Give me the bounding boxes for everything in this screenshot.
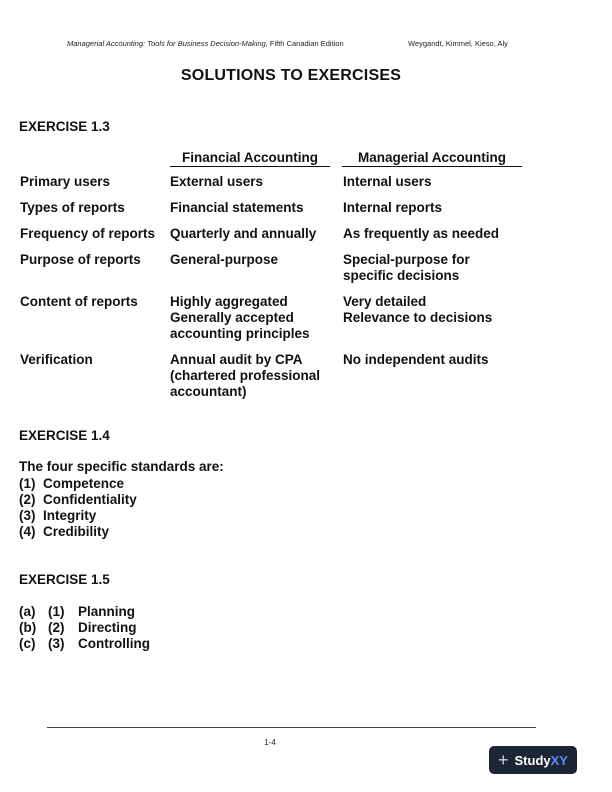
exercise-1-4-intro: The four specific standards are:	[19, 459, 224, 474]
exercise-1-4-heading: EXERCISE 1.4	[19, 428, 110, 443]
running-header-authors: Weygandt, Kimmel, Kieso, Aly	[408, 39, 508, 48]
list-letter: (b)	[19, 620, 37, 635]
list-text: Competence	[43, 476, 125, 491]
exercise-1-3-heading: EXERCISE 1.3	[19, 119, 110, 134]
list-text: Credibility	[43, 524, 110, 539]
list-item	[19, 492, 137, 508]
footer-divider	[47, 727, 536, 728]
list-item	[19, 604, 219, 620]
cell-line: specific decisions	[343, 268, 460, 283]
list-text: Integrity	[43, 508, 97, 523]
cell-line: Special-purpose for	[343, 252, 470, 267]
col-financial-accounting: Financial Accounting	[170, 150, 330, 167]
managerial-cell	[343, 294, 533, 326]
badge-text-study: Study	[514, 752, 551, 768]
page-number: 1-4	[264, 738, 276, 747]
row-label: Content of reports	[20, 294, 138, 309]
cell-line: Financial statements	[170, 200, 304, 215]
cell-line: Generally accepted	[170, 310, 294, 325]
cell-line: accounting principles	[170, 326, 310, 341]
cell-line: Highly aggregated	[170, 294, 288, 309]
page-title: SOLUTIONS TO EXERCISES	[180, 67, 402, 84]
managerial-cell	[343, 174, 533, 190]
list-num: (1)	[48, 604, 65, 619]
list-text: Directing	[78, 620, 137, 635]
cell-line: External users	[170, 174, 264, 189]
cell-line: General-purpose	[170, 252, 279, 267]
list-item	[19, 636, 219, 652]
book-title: Managerial Accounting: Tools for Business Decision-Making,	[67, 39, 268, 48]
financial-cell	[170, 352, 340, 400]
list-text: Planning	[78, 604, 135, 619]
cell-line: Internal users	[343, 174, 432, 189]
cell-line: As frequently as needed	[343, 226, 500, 241]
running-header-book	[67, 39, 344, 48]
list-num: (3)	[48, 636, 65, 651]
list-number: (2)	[19, 492, 36, 507]
list-item	[19, 476, 124, 492]
row-label: Types of reports	[20, 200, 125, 215]
cell-line: Annual audit by CPA	[170, 352, 303, 367]
cell-line: Quarterly and annually	[170, 226, 317, 241]
col-managerial-accounting: Managerial Accounting	[342, 150, 522, 167]
list-item	[19, 508, 96, 524]
row-label: Frequency of reports	[20, 226, 156, 241]
row-label: Primary users	[20, 174, 111, 189]
badge-text-xy: XY	[550, 752, 568, 768]
plus-icon: +	[498, 750, 509, 770]
list-letter: (a)	[19, 604, 36, 619]
list-item	[19, 524, 109, 540]
financial-cell	[170, 200, 340, 216]
managerial-cell	[343, 200, 533, 216]
cell-line: Very detailed	[343, 294, 427, 309]
list-number: (4)	[19, 524, 36, 539]
financial-cell	[170, 252, 340, 268]
cell-line: Internal reports	[343, 200, 443, 215]
cell-line: No independent audits	[343, 352, 489, 367]
financial-cell	[170, 294, 340, 342]
financial-cell	[170, 226, 340, 242]
cell-line: accountant)	[170, 384, 247, 399]
row-label: Purpose of reports	[20, 252, 141, 267]
list-num: (2)	[48, 620, 65, 635]
financial-cell	[170, 174, 340, 190]
list-letter: (c)	[19, 636, 36, 651]
list-text: Controlling	[78, 636, 150, 651]
list-item	[19, 620, 219, 636]
managerial-cell	[343, 252, 533, 284]
studyxy-badge[interactable]	[489, 746, 577, 774]
edition: Fifth Canadian Edition	[269, 39, 344, 48]
managerial-cell	[343, 226, 533, 242]
list-text: Confidentiality	[43, 492, 137, 507]
exercise-1-5-heading: EXERCISE 1.5	[19, 572, 110, 587]
list-number: (3)	[19, 508, 36, 523]
managerial-cell	[343, 352, 533, 368]
cell-line: (chartered professional	[170, 368, 321, 383]
row-label: Verification	[20, 352, 93, 367]
cell-line: Relevance to decisions	[343, 310, 493, 325]
list-number: (1)	[19, 476, 36, 491]
